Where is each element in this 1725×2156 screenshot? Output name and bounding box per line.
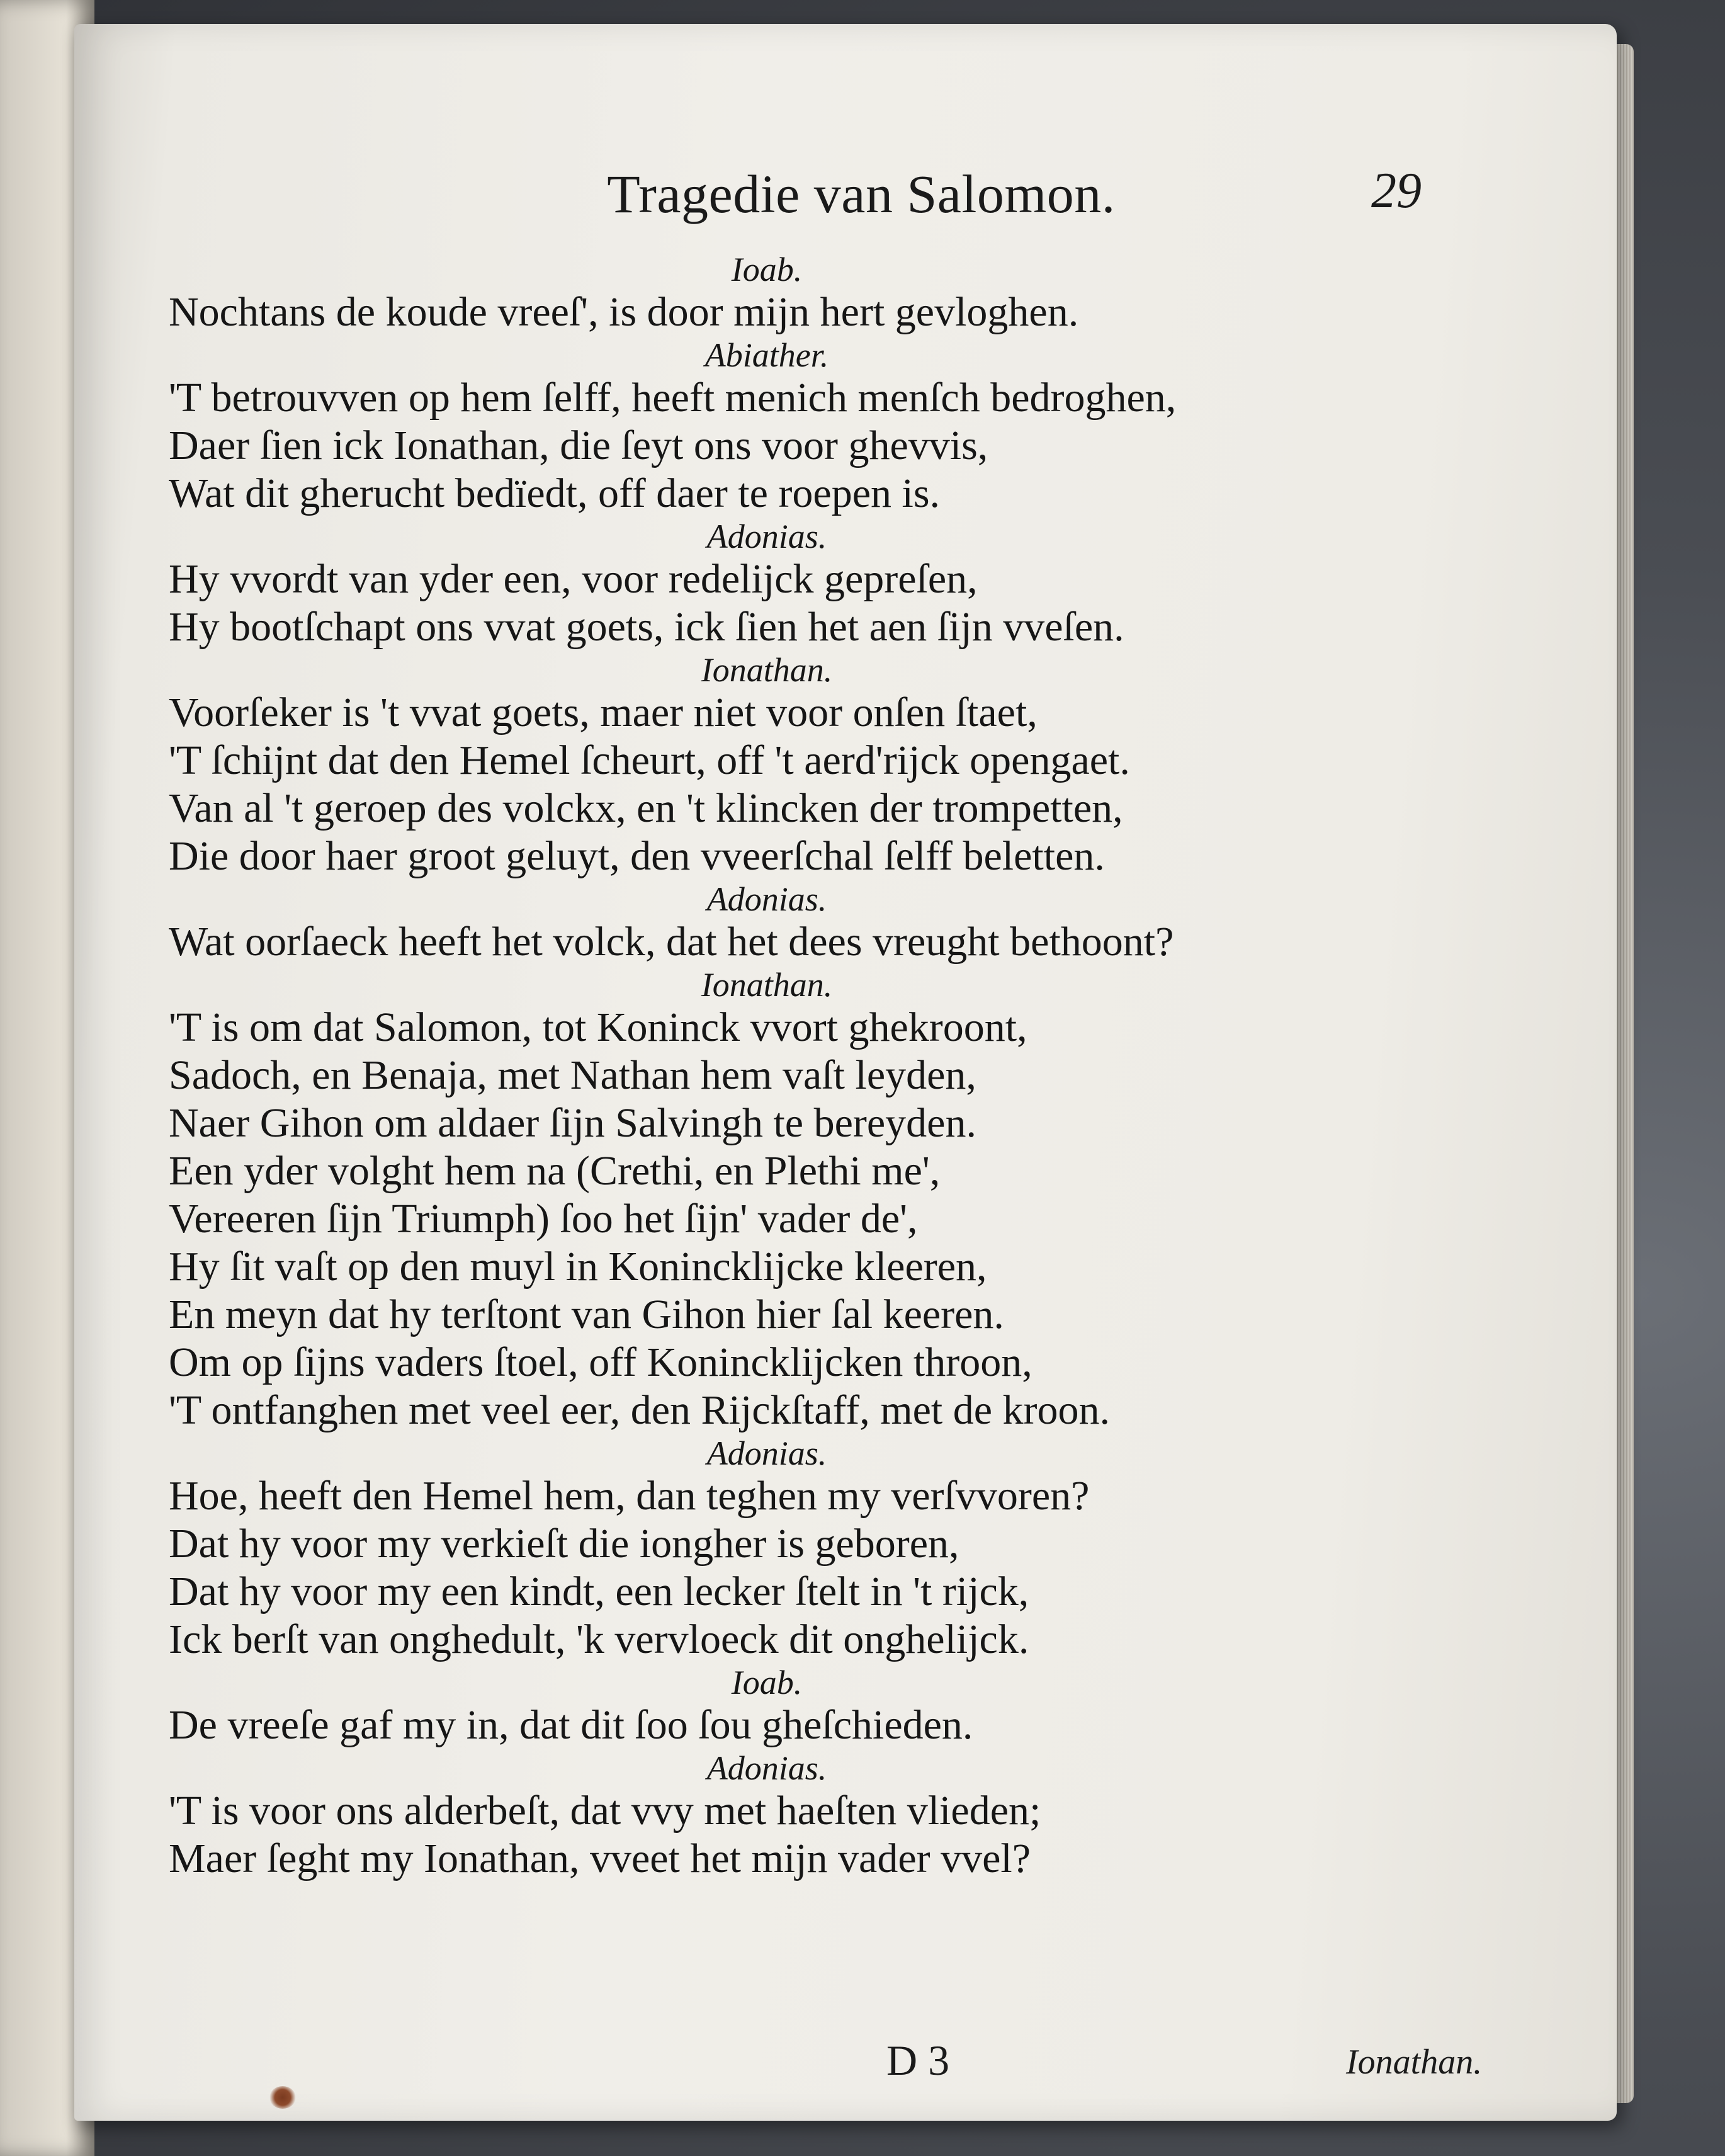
verse-line: Wat dit gherucht bedïedt, off daer te roepen is. bbox=[169, 470, 941, 516]
verse-line: 'T is voor ons alderbeſt, dat vvy met haeſten vlieden; bbox=[169, 1788, 1041, 1834]
verse-line: Maer ſeght my Ionathan, vveet het mijn vader vvel? bbox=[169, 1835, 1031, 1881]
page-header bbox=[74, 150, 1617, 224]
verse-text bbox=[169, 251, 1491, 1883]
verse-line: Een yder volght hem na (Crethi, en Plethi me', bbox=[169, 1148, 941, 1194]
speaker-heading: Adonias. bbox=[706, 880, 827, 918]
verse-line: 'T ſchijnt dat den Hemel ſcheurt, off 't aerd'rijck opengaet. bbox=[169, 737, 1130, 783]
verse-line: En meyn dat hy terſtont van Gihon hier ſal keeren. bbox=[169, 1291, 1004, 1337]
speaker-heading: Ionathan. bbox=[701, 966, 833, 1004]
ink-stain bbox=[269, 2086, 296, 2109]
verse-line: Hy ſit vaſt op den muyl in Koninckliјcke kleeren, bbox=[169, 1244, 987, 1290]
verse-line: Ick berſt van onghedult, 'k vervloeck dit onghelijck. bbox=[169, 1616, 1029, 1662]
verse-line: Hy vvordt van yder een, voor redelijck gepreſen, bbox=[169, 556, 978, 602]
verse-line: Die door haer groot geluyt, den vveerſchal ſelff beletten. bbox=[169, 833, 1105, 879]
verse-line: Vereeren ſijn Triumph) ſoo het ſijn' vader de', bbox=[169, 1196, 918, 1242]
speaker-heading: Ioab. bbox=[731, 1664, 803, 1701]
book-page bbox=[74, 24, 1617, 2121]
running-title: Tragedie van Salomon. bbox=[607, 164, 1116, 224]
verse-line: 'T is om dat Salomon, tot Koninck vvort ghekroont, bbox=[169, 1004, 1027, 1050]
speaker-heading: Ioab. bbox=[731, 251, 803, 288]
verse-line: 'T betrouvven op hem ſelff, heeft menich menſch bedroghen, bbox=[169, 375, 1177, 421]
catchword: Ionathan. bbox=[1346, 2043, 1483, 2082]
verse-line: Dat hy voor my verkieſt die iongher is geboren, bbox=[169, 1521, 959, 1567]
signature-mark: D 3 bbox=[886, 2036, 950, 2084]
verse-line: Om op ſijns vaders ſtoel, off Konincklijcken throon, bbox=[169, 1339, 1032, 1385]
speaker-heading: Adonias. bbox=[706, 1434, 827, 1472]
verse-line: Nochtans de koude vreeſ', is door mijn hert gevloghen. bbox=[169, 289, 1079, 335]
speaker-heading: Adonias. bbox=[706, 1749, 827, 1787]
verse-line: Hy bootſchapt ons vvat goets, ick ſien het aen ſijn vveſen. bbox=[169, 604, 1124, 650]
verse-line: Voorſeker is 't vvat goets, maer niet voor onſen ſtaet, bbox=[169, 689, 1038, 735]
verse-line: Hoe, heeft den Hemel hem, dan teghen my verſvvoren? bbox=[169, 1473, 1090, 1519]
verse-line: Sadoch, en Benaja, met Nathan hem vaſt leyden, bbox=[169, 1052, 976, 1098]
page-number: 29 bbox=[1371, 163, 1422, 218]
verse-line: Daer ſien ick Ionathan, die ſeyt ons voor ghevvis, bbox=[169, 423, 988, 468]
verse-line: De vreeſe gaf my in, dat dit ſoo ſou gheſchieden. bbox=[169, 1702, 973, 1748]
verse-line: Van al 't geroep des volckx, en 't klincken der trompetten, bbox=[169, 785, 1123, 831]
speaker-heading: Abiather. bbox=[704, 336, 829, 374]
page-footer bbox=[74, 2036, 1617, 2092]
verse-line: Wat oorſaeck heeft het volck, dat het dees vreught bethoont? bbox=[169, 919, 1174, 965]
verse-line: Dat hy voor my een kindt, een lecker ſtelt in 't rijck, bbox=[169, 1569, 1029, 1614]
speaker-heading: Ionathan. bbox=[701, 651, 833, 689]
verse-line: Naer Gihon om aldaer ſijn Salvingh te bereyden. bbox=[169, 1100, 976, 1146]
verse-line: 'T ontfanghen met veel eer, den Rijckſtaff, met de kroon. bbox=[169, 1387, 1110, 1433]
speaker-heading: Adonias. bbox=[706, 518, 827, 555]
